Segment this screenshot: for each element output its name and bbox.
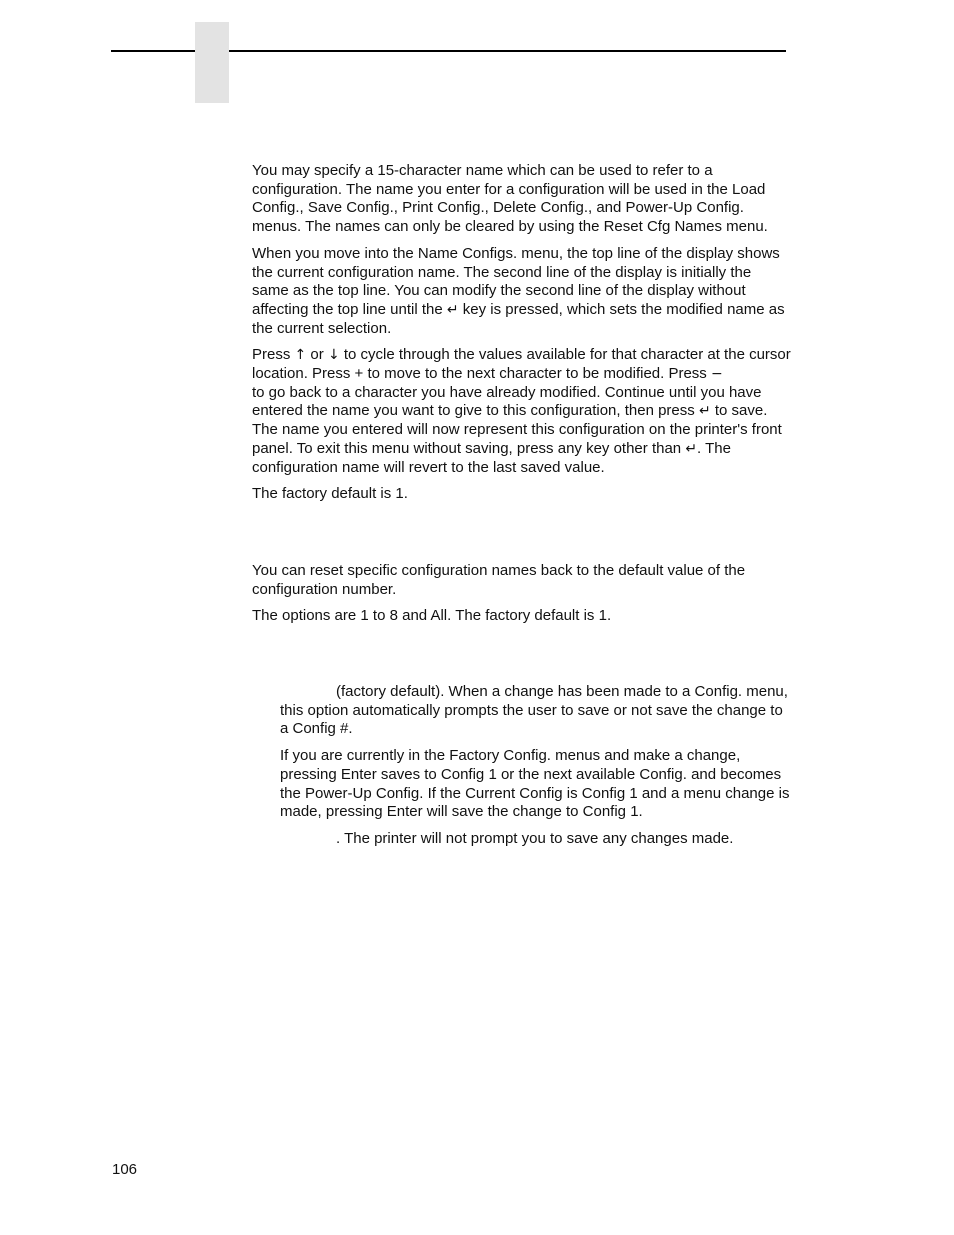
name-configs-para1: You may specify a 15-character name which can be used to refer to a configuration. The name you enter for a configuration will be used in the Load Config., Save Config., Print Config., Delete Config., and Power-Up Config. menus. The names can only be cleared by using the Reset Cfg Names menu. xyxy=(252,162,768,236)
chapter-tab xyxy=(195,22,229,103)
auto-save-option1-detail: If you are currently in the Factory Config. menus and make a change, pressing Enter saves to Config 1 or the next available Config. and becomes the Power-Up Config. If the Current Config is Config 1 and a menu change is made, pressing Enter will save the change to Config 1. xyxy=(280,747,790,821)
page-content xyxy=(252,162,792,849)
up-arrow-icon: ↑ xyxy=(294,347,307,364)
page-number: 106 xyxy=(112,1161,138,1178)
name-configs-para2: When you move into the Name Configs. menu, the top line of the display shows the current configuration name. The second line of the display is initially the same as the top line. You can modify the second line of the display without affecting the top line until the ↵ key is pressed, which sets the modified name as the current selection. xyxy=(252,244,785,337)
name-configs-default: The factory default is 1. xyxy=(252,485,408,503)
auto-save-option2: . The printer will not prompt you to save any changes made. xyxy=(336,829,734,847)
down-arrow-icon: ↓ xyxy=(327,347,340,364)
enter-key-icon: ↵ xyxy=(446,301,459,318)
reset-cfg-names-para1: You can reset specific configuration names back to the default value of the configuration number. xyxy=(252,561,746,598)
minus-key-icon: − xyxy=(710,366,723,383)
enter-key-icon: ↵ xyxy=(698,403,711,420)
reset-cfg-names-options: The options are 1 to 8 and All. The factory default is 1. xyxy=(252,607,612,625)
auto-save-option1: (factory default). When a change has been made to a Config. menu, this option automatically prompts the user to save or not save the change to a Config #. xyxy=(280,683,788,738)
enter-key-icon: ↵ xyxy=(685,440,698,457)
name-configs-para3: Press ↑ or ↓ to cycle through the values available for that character at the cursor location. Press + to move to the next character to be modified. Press − to go back to a character you have already modified. Continue until you have entered the name you want to give to this configuration, then press ↵ to save. The name you entered will now represent this configuration on the printer's front panel. To exit this menu without saving, press any key other than ↵. The configuration name will revert to the last saved value. xyxy=(252,346,791,476)
